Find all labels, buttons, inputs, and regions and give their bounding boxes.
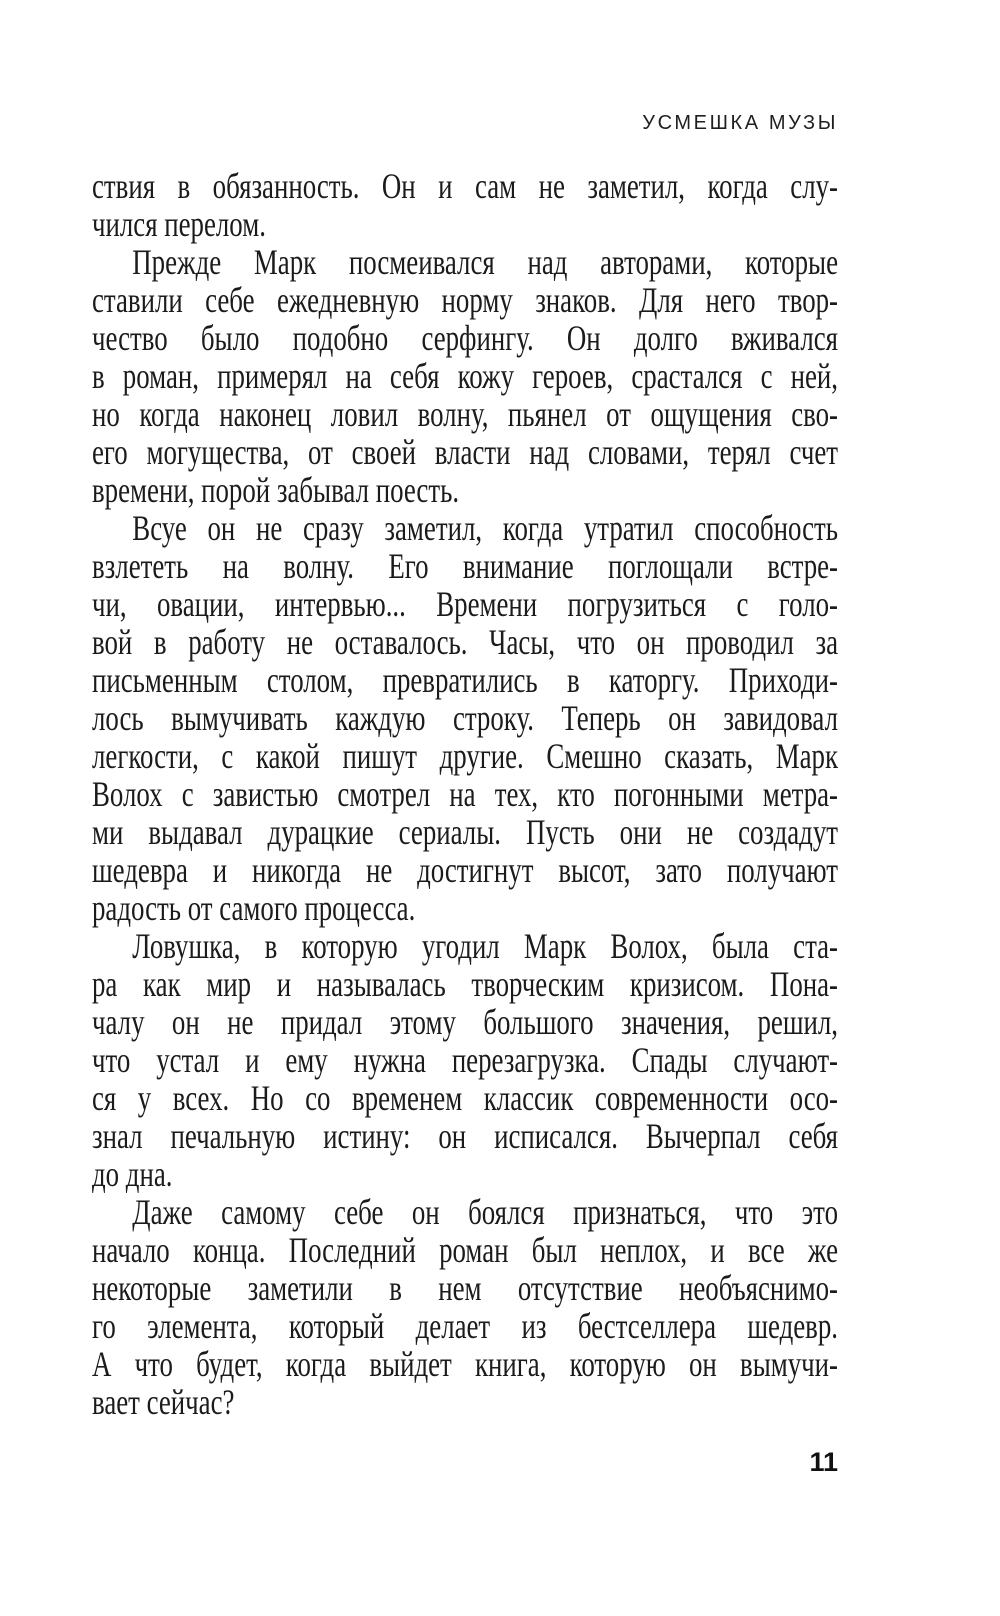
text-line: письменным столом, превратились в каторгу. Приходи- [92,660,838,700]
running-header: УСМЕШКА МУЗЫ [642,112,838,134]
paragraph [92,509,838,927]
paragraph [92,167,838,243]
text-line: что устал и ему нужна перезагрузка. Спады случают- [92,1040,838,1080]
text-line: но когда наконец ловил волну, пьянел от ощущения сво- [92,394,838,434]
text-line: начало конца. Последний роман был неплох, и все же [92,1230,838,1270]
text-line: радость от самого процесса. [92,888,416,928]
text-line: ра как мир и называлась творческим кризисом. Пона- [92,964,838,1004]
text-line: ми выдавал дурацкие сериалы. Пусть они не создадут [92,812,838,852]
text-line: чился перелом. [92,204,266,244]
text-line: вает сейчас? [92,1382,235,1422]
text-line: Волох с завистью смотрел на тех, кто погонными метра- [92,774,838,814]
text-line: ставили себе ежедневную норму знаков. Для него твор- [92,280,838,320]
text-line: шедевра и никогда не достигнут высот, зато получают [92,850,838,890]
text-line: Ловушка, в которую угодил Марк Волох, была ста- [132,926,838,966]
text-line: времени, порой забывал поесть. [92,470,460,510]
text-line: чалу он не придал этому большого значения, решил, [92,1002,838,1042]
text-line: Всуе он не сразу заметил, когда утратил способность [132,508,838,548]
paragraph [92,1193,838,1421]
text-line: Прежде Марк посмеивался над авторами, которые [132,242,838,282]
text-line: лось вымучивать каждую строку. Теперь он завидовал [92,698,838,738]
text-line: ся у всех. Но со временем классик современности осо- [92,1078,838,1118]
paragraph [92,243,838,509]
text-line: в роман, примерял на себя кожу героев, срастался с ней, [92,356,838,396]
page-number: 11 [809,1447,838,1477]
paragraph [92,927,838,1193]
text-line: ствия в обязанность. Он и сам не заметил, когда слу- [92,166,838,206]
page-text [92,167,838,1421]
text-line: вой в работу не оставалось. Часы, что он проводил за [92,622,838,662]
text-line: А что будет, когда выйдет книга, которую он вымучи- [92,1344,838,1384]
text-line: его могущества, от своей власти над словами, терял счет [92,432,838,472]
text-line: некоторые заметили в нем отсутствие необъяснимо- [92,1268,838,1308]
text-line: го элемента, который делает из бестселлера шедевр. [92,1306,838,1346]
text-line: чи, овации, интервью... Времени погрузиться с голо- [92,584,838,624]
text-line: знал печальную истину: он исписался. Вычерпал себя [92,1116,838,1156]
text-line: чество было подобно серфингу. Он долго вживался [92,318,838,358]
text-line: Даже самому себе он боялся признаться, что это [132,1192,838,1232]
text-line: легкости, с какой пишут другие. Смешно сказать, Марк [92,736,838,776]
text-line: до дна. [92,1154,173,1194]
text-line: взлететь на волну. Его внимание поглощали встре- [92,546,838,586]
